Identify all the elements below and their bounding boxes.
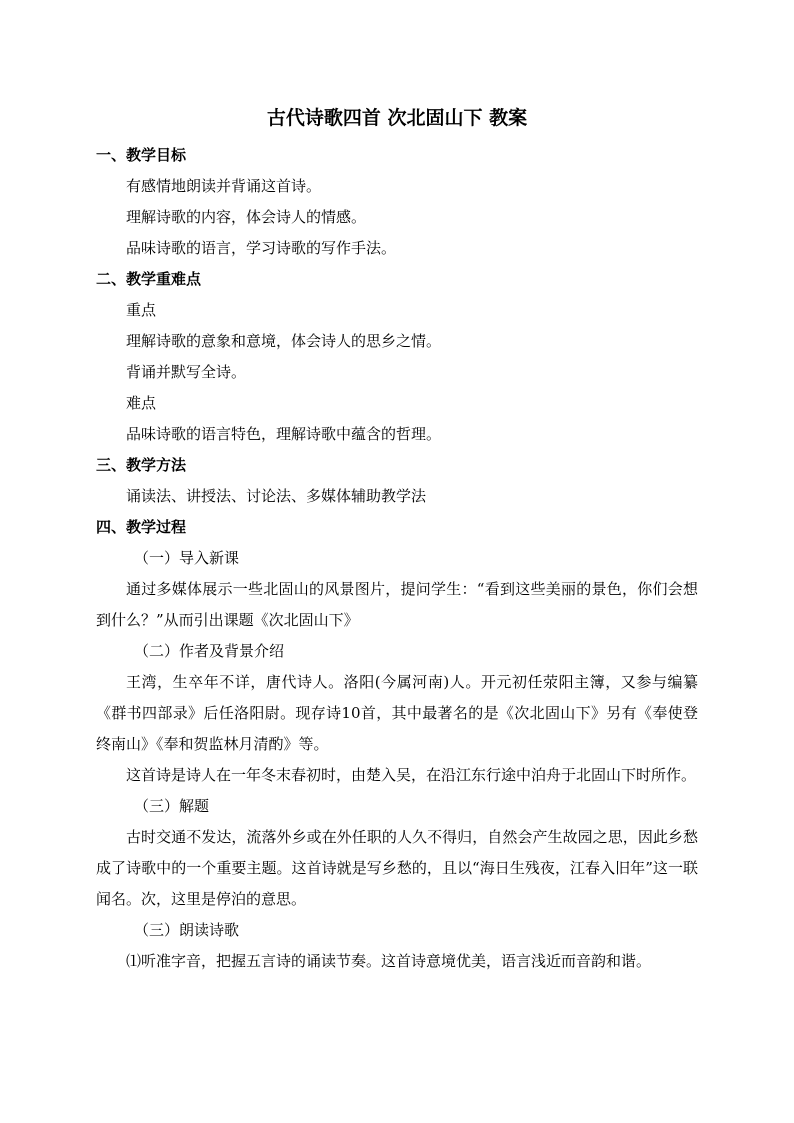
objective-item: 理解诗歌的内容，体会诗人的情感。: [126, 208, 367, 226]
difficult-point-item: 品味诗歌的语言特色，理解诗歌中蕴含的哲理。: [126, 425, 442, 443]
key-points-label: 重点: [126, 301, 157, 319]
key-point-item: 背诵并默写全诗。: [126, 363, 247, 381]
objective-item: 品味诗歌的语言，学习诗歌的写作手法。: [126, 239, 397, 257]
section-heading-key-points: 二、教学重难点: [96, 270, 202, 288]
document-title: 古代诗歌四首 次北固山下 教案: [266, 107, 528, 129]
paragraph-author: 王湾，生卒年不详，唐代诗人。洛阳(今属河南)人。开元初任荥阳主簿，又参与编纂《群书四部录》后任洛阳尉。现存诗10首，其中最著名的是《次北固山下》另有《奉使登终南山》《奉和贺监林月清酌》等。: [96, 673, 698, 753]
section-heading-process: 四、教学过程: [96, 518, 187, 536]
subheading-reading: （三）朗读诗歌: [134, 921, 240, 939]
subheading-title-explanation: （三）解题: [134, 797, 210, 815]
methods-text: 诵读法、讲授法、讨论法、多媒体辅助教学法: [126, 487, 427, 505]
objective-item: 有感情地朗读并背诵这首诗。: [126, 177, 322, 195]
paragraph-background: 这首诗是诗人在一年冬末春初时，由楚入吴，在沿江东行途中泊舟于北固山下时所作。: [126, 766, 697, 784]
difficult-points-label: 难点: [126, 394, 157, 412]
paragraph-title-explanation: 古时交通不发达，流落外乡或在外任职的人久不得归，自然会产生故园之思，因此乡愁成了诗歌中的一个重要主题。这首诗就是写乡愁的，且以“海日生残夜，江春入旧年”这一联闻名。次，这里是停泊的意思。: [96, 828, 698, 908]
document-body: [96, 140, 698, 977]
subheading-author-background: （二）作者及背景介绍: [134, 642, 285, 660]
paragraph-introduction: 通过多媒体展示一些北固山的风景图片，提问学生：“看到这些美丽的景色，你们会想到什么？”从而引出课题《次北固山下》: [96, 580, 698, 629]
subheading-introduction: （一）导入新课: [134, 549, 240, 567]
paragraph-reading: ⑴听准字音，把握五言诗的诵读节奏。这首诗意境优美，语言浅近而音韵和谐。: [126, 952, 652, 970]
section-heading-methods: 三、教学方法: [96, 456, 187, 474]
section-heading-objectives: 一、教学目标: [96, 146, 187, 164]
key-point-item: 理解诗歌的意象和意境，体会诗人的思乡之情。: [126, 332, 442, 350]
